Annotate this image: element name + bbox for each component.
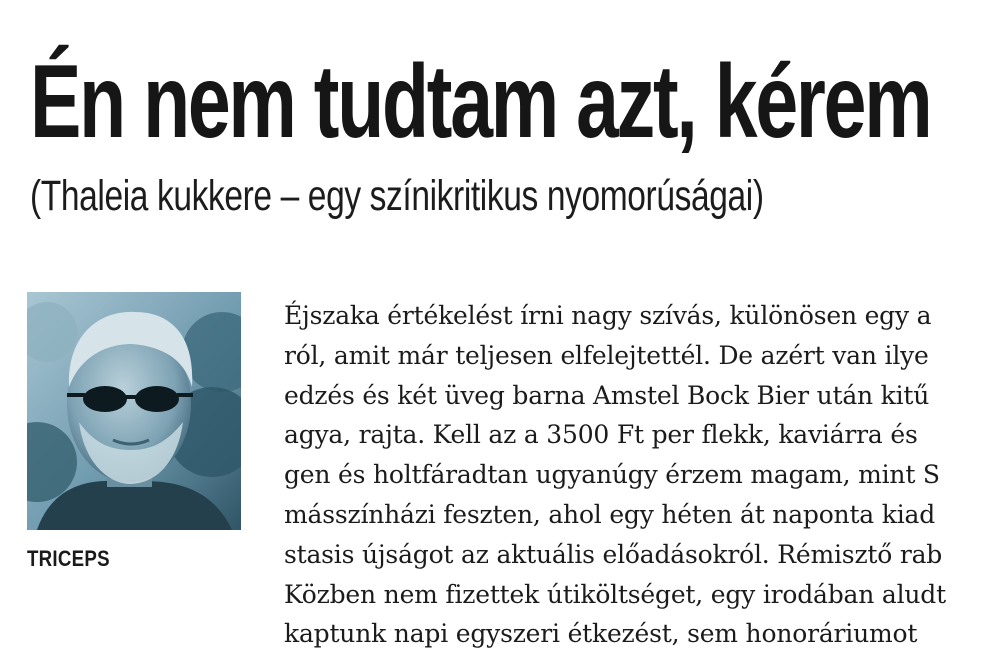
body-line: másszínházi feszten, ahol egy héten át naponta kiad [284, 499, 936, 529]
body-line: stasis újságot az aktuális előadásokról. Rémisztő rab [284, 539, 943, 569]
article-body [284, 296, 1000, 662]
body-line: agya, rajta. Kell az a 3500 Ft per flekk, kaviárra és [284, 420, 918, 450]
body-line: Éjszaka értékelést írni nagy szívás, különösen egy a [284, 301, 932, 330]
article-headline: Én nem tudtam azt, kérem [30, 44, 931, 160]
author-name: TRICEPS [27, 546, 110, 571]
body-line: Közben nem fizettek útiköltséget, egy irodában aludt [284, 579, 946, 609]
body-line: ról, amit már teljesen elfelejtettél. De azért van ilye [284, 340, 929, 370]
article-subtitle: (Thaleia kukkere – egy színikritikus nyomorúságai) [30, 172, 764, 220]
body-line: kaptunk napi egyszeri étkezést, sem honoráriumot [284, 619, 918, 649]
body-line: edzés és két üveg barna Amstel Bock Bier után kitű [284, 380, 930, 410]
body-line: gen és holtfáradtan ugyanúgy érzem magam, mint S [284, 460, 940, 490]
author-photo [27, 292, 241, 530]
